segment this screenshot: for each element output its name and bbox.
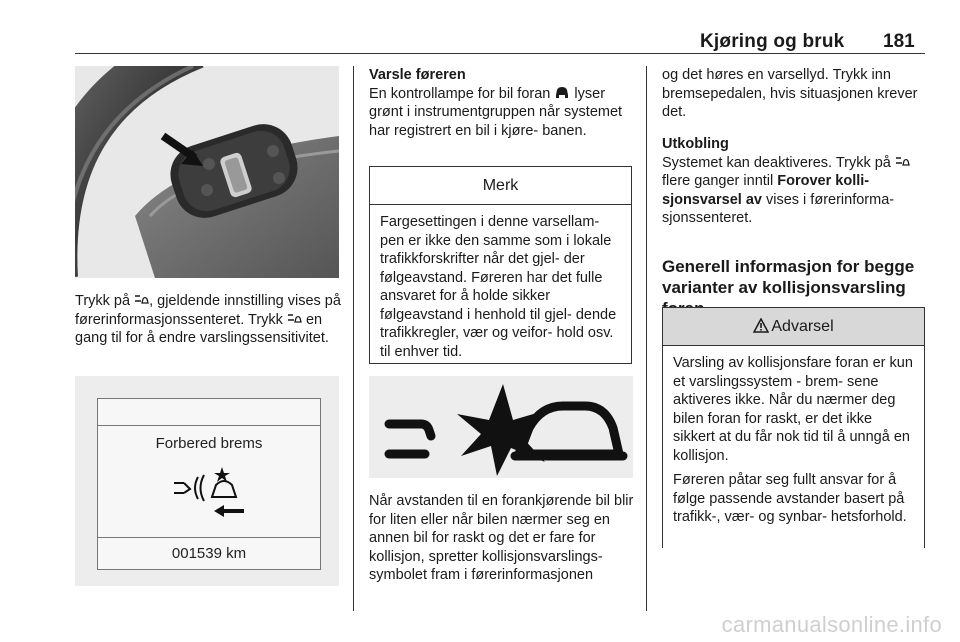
column-separator-2 [646,66,647,611]
col3-deactivation [662,135,924,228]
note-title: Merk [370,167,631,205]
warning-paragraph-2: Føreren påtar seg fullt ansvar for å følge passende avstander basert på trafikk-, vær- og synbar- hetsforhold. [673,472,907,525]
col1-text-1: Trykk på [75,293,135,309]
steering-wheel-photo [75,66,339,278]
steering-wheel-controls-photo [75,66,339,278]
deactivation-text-a: Systemet kan deaktiveres. Trykk på [662,154,895,171]
col1-paragraph [75,292,350,348]
col2-intro-a: En kontrollampe for bil foran [369,85,555,102]
collision-warning-button-icon [287,311,302,330]
col2-intro-b: lyser grønt i instrumentgruppen når systemet har registrert en bil i kjøre- banen. [369,85,623,139]
warning-paragraph-1: Varsling av kollisjonsfare foran er kun et varslingssystem - brem- sene aktiveres ikke. Når du nærmer deg bilen foran for raskt, er det ikke sikkert at du får nok tid til å unngå en kollisjon. [673,355,913,464]
collision-illustration [369,376,633,478]
general-info-heading: Generell informasjon for begge varianter av kollisjonsvarsling [662,257,915,297]
collision-warning-symbol-icon [172,467,252,519]
col2-bottom-text: Når avstanden til en forankjørende bil blir for liten eller når bilen nærmer seg en annen bil for raskt og det er fare for kollisjon, spretter kollisjonsvarslings- symbolet fram i førerinformasjonen [369,493,634,583]
col2-intro [369,66,639,140]
deactivation-text-c: vises i førerinforma- sjonssenteret. [662,191,895,226]
deactivation-message: Forover kolli- sjonsvarsel av [662,173,870,208]
warning-triangle-icon [753,310,769,347]
note-box [369,166,632,364]
driver-info-display [97,398,321,570]
warning-box [662,307,925,548]
footer-watermark: carmanualsonline.info [721,612,942,637]
page-number: 181 [883,31,915,52]
col1-text-3: en gang til for å endre varslingssensitivitet. [75,311,329,346]
display-title: Forbered brems [155,435,263,452]
deactivation-text-b: flere ganger inntil [662,173,778,189]
header-rule [75,53,925,54]
collision-warning-button-icon [895,154,910,173]
note-body: Fargesettingen i denne varsellam- pen er ikke den samme som i lokale trafikkforskrifter når det gjel- der følgeavstand. Føreren har det fulle ansvaret for å holde sikker følgeavstand i henhold til gjel- dende trafikkregler, vær og veifor- hold osv. til enhver tid. [380,214,617,360]
driver-info-display-figure [75,376,339,586]
warning-header [663,308,924,346]
page-header-title: Kjøring og bruk [700,31,845,52]
col2-heading: Varsle føreren [369,67,466,83]
collision-warning-button-icon [134,292,149,311]
col1-text-2: , gjeldende innstilling vises på førerinformasjonssenteret. Trykk [75,293,341,328]
warning-title: Advarsel [771,318,834,335]
warning-body [663,346,924,527]
display-odometer: 001539 km [171,545,247,562]
car-ahead-icon [554,85,570,104]
column-separator-1 [353,66,354,611]
col3-intro: og det høres en varsellyd. Trykk inn bremsepedalen, hvis situasjonen krever det. [662,67,918,120]
collision-star-icon [369,376,633,478]
deactivation-heading: Utkobling [662,136,729,152]
